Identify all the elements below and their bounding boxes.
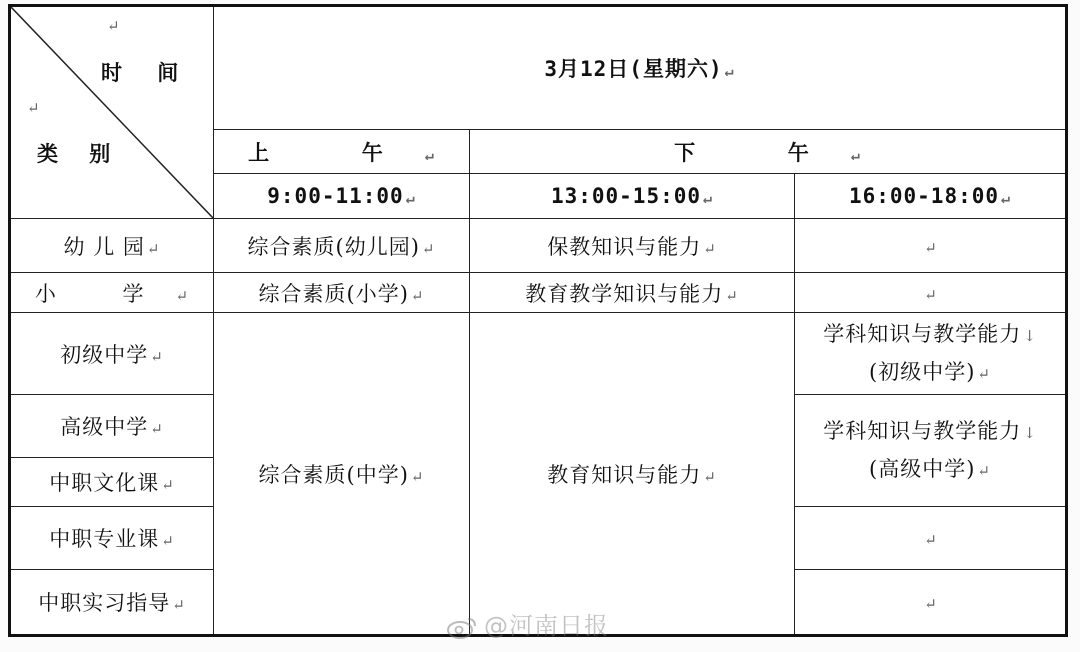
category-vocational-practice bbox=[10, 570, 214, 636]
paragraph-mark-icon: ↵ bbox=[161, 532, 175, 550]
paragraph-mark-icon: ↵ bbox=[924, 595, 938, 613]
subject-label: 综合素质(幼儿园) bbox=[247, 234, 420, 259]
paragraph-mark-icon: ↵ bbox=[172, 596, 186, 614]
subject-label: 教育教学知识与能力 bbox=[525, 281, 724, 306]
subject-level-label: (初级中学) bbox=[869, 359, 976, 384]
morning-header bbox=[214, 130, 470, 174]
paragraph-mark-icon: ↵ bbox=[410, 286, 425, 305]
table-corner-header bbox=[10, 6, 214, 219]
paragraph-mark-icon: ↵ bbox=[150, 347, 164, 366]
category-kindergarten bbox=[10, 219, 214, 273]
category-label: 幼 儿 园 bbox=[63, 234, 145, 259]
subject-label: 综合素质(小学) bbox=[258, 281, 409, 306]
vocational-major-slot3 bbox=[795, 507, 1067, 570]
afternoon-label: 下 午 bbox=[674, 140, 849, 165]
primary-slot3 bbox=[795, 273, 1067, 313]
category-label: 中职文化课 bbox=[49, 471, 160, 495]
diagonal-line bbox=[11, 7, 213, 218]
corner-time-label: 时 间 bbox=[101, 60, 193, 85]
paragraph-mark-icon: ↵ bbox=[725, 286, 739, 305]
watermark-text: @河南日报 bbox=[484, 612, 609, 640]
subject-label: 教育知识与能力 bbox=[547, 462, 702, 487]
paragraph-mark-icon: ↵ bbox=[977, 461, 991, 480]
line-break-icon: ↓ bbox=[1023, 326, 1037, 345]
paragraph-mark-icon: ↵ bbox=[703, 467, 717, 486]
corner-category-label: 类 别 bbox=[37, 141, 123, 166]
weibo-logo-icon bbox=[446, 615, 478, 639]
paragraph-mark-icon: ↵ bbox=[977, 364, 991, 383]
category-label: 初级中学 bbox=[60, 342, 149, 367]
secondary-slot2 bbox=[470, 313, 795, 636]
paragraph-mark-icon: ↵ bbox=[703, 189, 714, 207]
junior-slot3 bbox=[795, 313, 1067, 395]
paragraph-mark-icon: ↵ bbox=[146, 239, 161, 258]
senior-slot3 bbox=[795, 395, 1067, 507]
slot2-header bbox=[470, 174, 795, 219]
category-vocational-culture bbox=[10, 458, 214, 507]
slot1-time: 9:00-11:00 bbox=[267, 184, 404, 208]
category-primary bbox=[10, 273, 214, 313]
primary-slot2 bbox=[470, 273, 795, 313]
category-label: 中职实习指导 bbox=[38, 591, 171, 615]
kindergarten-slot2 bbox=[470, 219, 795, 273]
line-break-icon: ↓ bbox=[1023, 423, 1037, 442]
slot1-header bbox=[214, 174, 470, 219]
subject-label: 学科知识与教学能力 bbox=[823, 418, 1022, 443]
category-junior bbox=[10, 313, 214, 395]
paragraph-mark-icon: ↵ bbox=[161, 476, 175, 494]
paragraph-mark-icon: ↵ bbox=[175, 286, 190, 305]
category-label: 高级中学 bbox=[60, 415, 149, 439]
paragraph-mark-icon: ↵ bbox=[703, 239, 717, 258]
paragraph-mark-icon: ↵ bbox=[924, 531, 938, 549]
paragraph-mark-icon: ↵ bbox=[424, 145, 435, 164]
afternoon-header bbox=[470, 130, 1067, 174]
paragraph-mark-icon: ↵ bbox=[924, 285, 938, 304]
paragraph-mark-icon: ↵ bbox=[107, 17, 121, 35]
slot3-time: 16:00-18:00 bbox=[848, 184, 1000, 208]
paragraph-mark-icon: ↵ bbox=[850, 145, 861, 164]
morning-label: 上 午 bbox=[248, 140, 423, 165]
category-label: 小 学 bbox=[34, 281, 174, 306]
date-label: 3月12日(星期六) bbox=[544, 57, 723, 81]
subject-level-label: (高级中学) bbox=[869, 456, 976, 481]
watermark bbox=[446, 606, 609, 641]
primary-slot1 bbox=[214, 273, 470, 313]
paragraph-mark-icon: ↵ bbox=[924, 238, 938, 257]
paragraph-mark-icon: ↵ bbox=[150, 420, 164, 438]
subject-label: 保教知识与能力 bbox=[547, 234, 702, 259]
subject-label: 综合素质(中学) bbox=[258, 462, 409, 487]
paragraph-mark-icon: ↵ bbox=[27, 99, 41, 117]
secondary-slot1 bbox=[214, 313, 470, 636]
paragraph-mark-icon: ↵ bbox=[724, 62, 735, 80]
category-vocational-major bbox=[10, 507, 214, 570]
category-label: 中职专业课 bbox=[49, 527, 160, 551]
date-header bbox=[214, 6, 1067, 130]
paragraph-mark-icon: ↵ bbox=[410, 467, 425, 486]
paragraph-mark-icon: ↵ bbox=[1001, 189, 1012, 207]
slot3-header bbox=[795, 174, 1067, 219]
vocational-practice-slot3 bbox=[795, 570, 1067, 636]
kindergarten-slot3 bbox=[795, 219, 1067, 273]
slot2-time: 13:00-15:00 bbox=[550, 184, 702, 208]
paragraph-mark-icon: ↵ bbox=[421, 239, 436, 258]
category-senior bbox=[10, 395, 214, 458]
exam-schedule-table bbox=[8, 4, 1068, 637]
paragraph-mark-icon: ↵ bbox=[405, 189, 416, 207]
kindergarten-slot1 bbox=[214, 219, 470, 273]
subject-label: 学科知识与教学能力 bbox=[823, 321, 1022, 346]
